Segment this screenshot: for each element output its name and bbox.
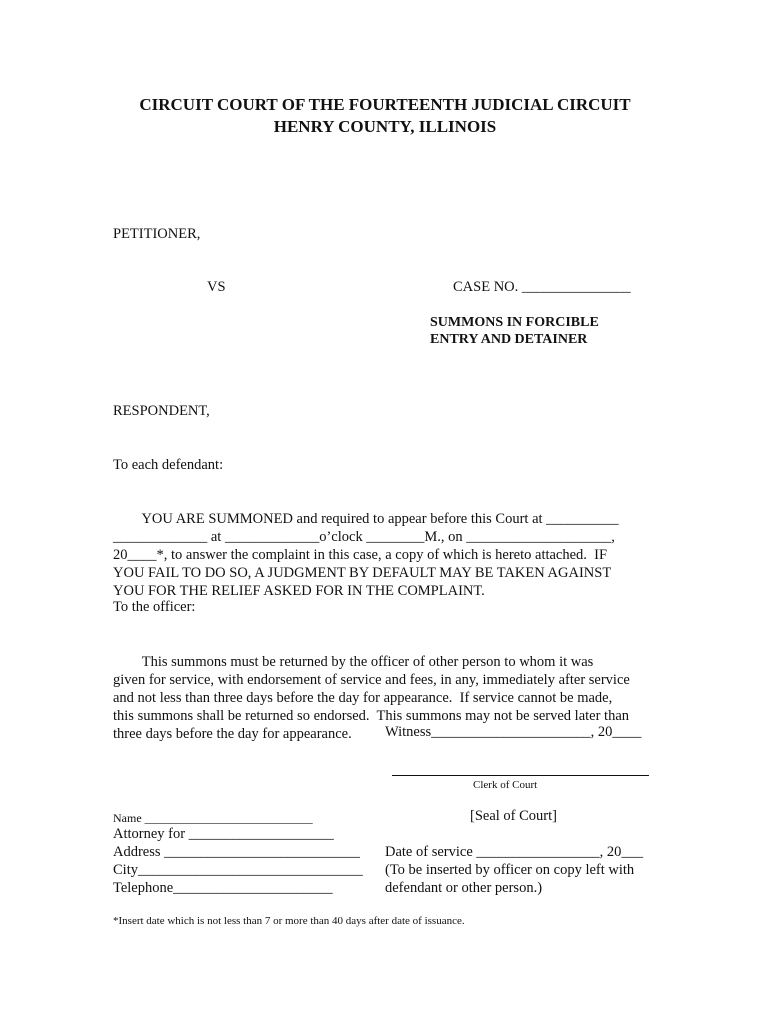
officer-line: three days before the day for appearance. (113, 726, 352, 742)
court-title-line2: HENRY COUNTY, ILLINOIS (273, 117, 497, 136)
attorney-for-field: Attorney for ____________________ (113, 826, 334, 842)
service-note-line1: (To be inserted by officer on copy left with (385, 862, 635, 878)
case-number: CASE NO. _______________ (453, 279, 631, 295)
footnote: *Insert date which is not less than 7 or more than 40 days after date of issuance. (113, 915, 465, 927)
officer-paragraph (113, 635, 630, 761)
attorney-address-field: Address ___________________________ (113, 844, 360, 860)
clerk-label: Clerk of Court (473, 779, 538, 791)
officer-line: and not less than three days before the day for appearance. If service cannot be made, (113, 690, 613, 706)
defendant-line: 20____*, to answer the complaint in this case, a copy of which is hereto attached. IF (113, 547, 608, 563)
vs-label: VS (207, 279, 226, 295)
seal-of-court: [Seal of Court] (470, 808, 557, 824)
attorney-telephone-field: Telephone______________________ (113, 880, 333, 896)
petitioner-label: PETITIONER, (113, 226, 201, 242)
defendant-line: YOU FAIL TO DO SO, A JUDGMENT BY DEFAULT MAY BE TAKEN AGAINST (113, 565, 612, 581)
attorney-name-field: Name ____________________________ (113, 811, 313, 825)
respondent-label: RESPONDENT, (113, 403, 210, 419)
date-of-service: Date of service _________________, 20___ (385, 844, 644, 860)
witness-line: Witness______________________, 20____ (385, 724, 642, 740)
attorney-city-field: City_______________________________ (113, 862, 363, 878)
defendant-salutation: To each defendant: (113, 457, 224, 473)
officer-salutation: To the officer: (113, 599, 196, 615)
defendant-line: _____________ at _____________o’clock ________M., on ____________________, (113, 529, 615, 545)
officer-line: this summons shall be returned so endorsed. This summons may not be served later than (113, 708, 630, 724)
defendant-line: YOU ARE SUMMONED and required to appear before this Court at __________ (113, 511, 619, 527)
court-title-line1: CIRCUIT COURT OF THE FOURTEENTH JUDICIAL CIRCUIT (139, 95, 631, 114)
summons-title-line2: ENTRY AND DETAINER (430, 332, 588, 347)
service-note-line2: defendant or other person.) (385, 880, 543, 896)
officer-line: given for service, with endorsement of service and fees, in any, immediately after service (113, 672, 630, 688)
clerk-signature-line (392, 775, 649, 776)
summons-title-line1: SUMMONS IN FORCIBLE (430, 315, 599, 330)
defendant-line: YOU FOR THE RELIEF ASKED FOR IN THE COMPLAINT. (113, 583, 485, 599)
officer-line: This summons must be returned by the officer of other person to whom it was (113, 654, 594, 670)
